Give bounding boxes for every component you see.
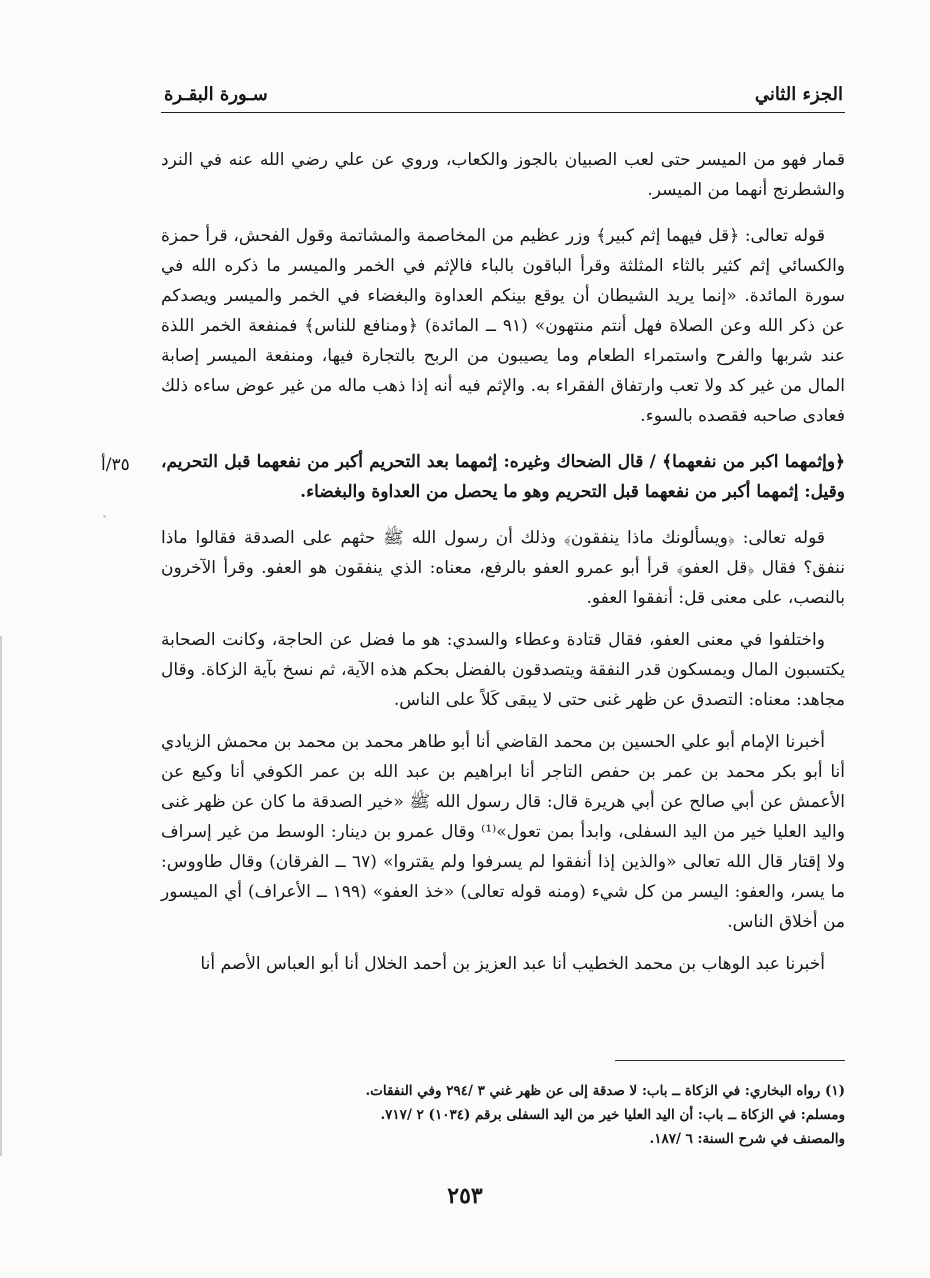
text-line: يكتسبون المال ويمسكون قدر النفقة ويتصدقون بالفضل بحكم هذه الآية، ثم نسخ بآية الزكاة. وقال	[161, 660, 845, 680]
text-line: ﴿وإثمهما اكبر من نفعهما﴾ / قال الضحاك وغيره: إثمهما بعد التحريم أكبر من نفعهما قبل	[224, 452, 845, 472]
footnote-line: (١) رواه البخاري: في الزكاة ــ باب: لا صدقة إلى عن ظهر غني ٣ /٢٩٤ وفي النفقات.	[365, 1083, 845, 1099]
text-line: واختلفوا في معنى العفو، فقال قتادة وعطاء والسدي: هو ما فضل عن الحاجة، وكانت الصحابة	[161, 630, 825, 650]
text-line: الطعام وما يصيبون من الربح بالتجارة فيها، ومنفعة الميسر إصابة المال من غير كد ولا تعب وارتفاق	[161, 346, 846, 396]
paragraph-verse-commentary	[161, 447, 845, 507]
footnotes	[161, 1079, 845, 1151]
footnote-line: ومسلم: في الزكاة ــ باب: أن اليد العليا خير من اليد السفلى برقم (١٠٣٤) ٢ /٧١٧.	[380, 1107, 845, 1123]
text-line: الفقراء به. والإثم فيه أنه إذا ذهب ماله من غير عوض ساءه ذلك فعادى صاحبه فقصده بالسوء.	[161, 376, 845, 426]
running-header	[161, 82, 845, 113]
text-line: التحريم، وقيل: إثمهما أكبر من نفعهما قبل التحريم وهو ما يحصل من العداوة والبغضاء.	[161, 452, 845, 502]
scan-artifact-line	[0, 636, 2, 1156]
paragraph	[161, 523, 845, 613]
paragraph-isnad	[161, 949, 845, 979]
paragraph	[161, 625, 845, 715]
paragraph	[161, 221, 845, 431]
text-line: أخبرنا الإمام أبو علي الحسين بن محمد القاضي أنا أبو طاهر محمد بن محمد بن محمش الزيادي أنا	[161, 732, 845, 782]
text-line: قمار فهو من الميسر حتى لعب الصبيان بالجوز والكعاب، وروي عن علي رضي الله عنه في النرد	[161, 150, 845, 170]
text-line: أخبرنا عبد الوهاب بن محمد الخطيب أنا عبد العزيز بن أحمد الخلال أنا أبو العباس الأصم أنا	[200, 954, 825, 974]
scan-artifact-dot	[103, 515, 106, 518]
manuscript-page-reference: ٣٥/أ	[101, 455, 130, 475]
text-line: أبو بكر محمد بن عمر بن حفص التاجر أنا ابراهيم بن عبد الله بن عمر الكوفي أنا وكيع عن الأعمش	[161, 762, 846, 812]
text-line: ننفق؟ فقال ﴿قل العفو﴾ قرأ أبو عمرو العفو بالرفع، معناه: الذي ينفقون هو العفو. وقرأ الآخرون	[161, 558, 845, 578]
paragraph-isnad	[161, 727, 845, 937]
text-line: قوله تعالى: ﴿ويسألونك ماذا ينفقون﴾ وذلك أن رسول الله ﷺ حثهم على الصدقة فقالوا ماذا	[161, 528, 825, 548]
paragraph	[161, 145, 845, 205]
text-line: مجاهد: معناه: التصدق عن ظهر غنى حتى لا يبقى كَلاً على الناس.	[393, 690, 845, 710]
header-surah-label: سـورة البقـرة	[164, 84, 268, 105]
footnote-line: والمصنف في شرح السنة: ٦ /١٨٧.	[649, 1131, 845, 1147]
footnote-divider	[615, 1060, 845, 1061]
text-line: «إنما يريد الشيطان أن يوقع بينكم العداوة والبغضاء في الخمر والميسر ويصدكم عن ذكر الله وعن الصلاة	[161, 286, 846, 336]
text-line: خير من اليد السفلى، وابدأ بمن تعول»⁽¹⁾ وقال عمرو بن دينار: الوسط من غير إسراف ولا إقتار قال الله	[161, 822, 845, 872]
text-line: تعالى «والذين إذا أنفقوا لم يسرفوا ولم يقتروا» (٦٧ ــ الفرقان) وقال طاووس: ما يسر، والعفو: اليسر من	[161, 852, 846, 902]
text-line: والكسائي إثم كثير بالثاء المثلثة وقرأ الباقون بالباء فالإثم في الخمر والميسر ما ذكره الله في سورة المائدة.	[161, 256, 845, 306]
page-number: ٢٥٣	[447, 1183, 483, 1209]
text-line: كل شيء (ومنه قوله تعالى) «خذ العفو» (١٩٩ ــ الأعراف) أي الميسور من أخلاق الناس.	[161, 882, 845, 932]
text-line: والشطرنج أنهما من الميسر.	[647, 180, 845, 200]
text-line: عن أبي صالح عن أبي هريرة قال: قال رسول الله ﷺ «خير الصدقة ما كان عن ظهر غنى واليد العليا	[161, 792, 845, 842]
header-part-label: الجزء الثاني	[754, 84, 843, 105]
main-text	[161, 145, 845, 979]
text-line: قوله تعالى: ﴿قل فيهما إثم كبير﴾ وزر عظيم من المخاصمة والمشاتمة وقول الفحش، قرأ حمزة	[161, 226, 825, 246]
text-line: بالنصب، على معنى قل: أنفقوا العفو.	[586, 588, 845, 608]
text-line: فهل أنتم منتهون» (٩١ ــ المائدة) ﴿ومنافع للناس﴾ فمنفعة الخمر اللذة عند شربها والفرح واستمراء	[161, 316, 846, 366]
